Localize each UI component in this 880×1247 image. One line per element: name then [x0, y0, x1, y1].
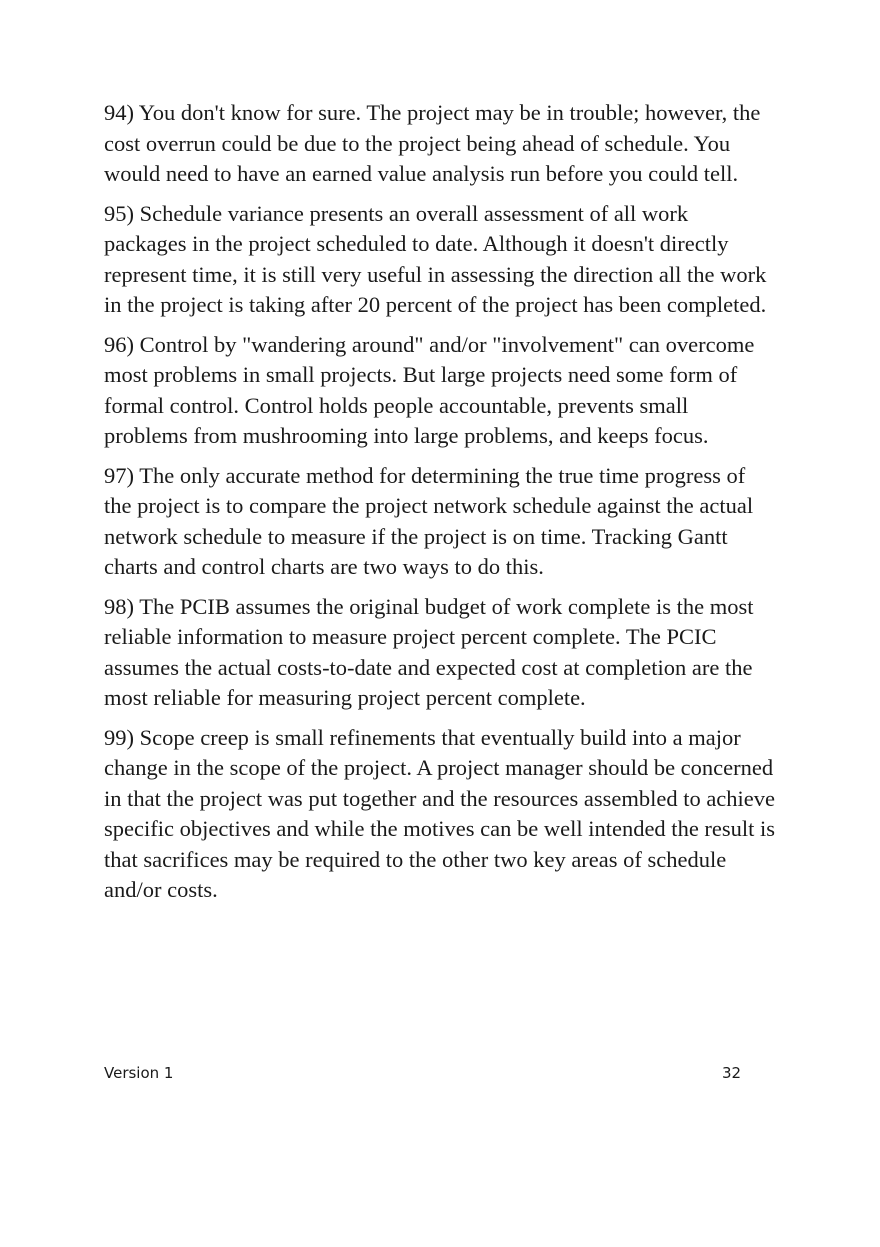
- answer-96: 96) Control by "wandering around" and/or "involvement" can overcome most problems in small projects. But large projects need some form of formal control. Control holds people accountable, prevents small problems from mushrooming into large problems, and keeps focus.: [104, 331, 755, 448]
- answer-94: 94) You don't know for sure. The project may be in trouble; however, the cost overrun could be due to the project being ahead of schedule. You would need to have an earned value analysis run before you could tell.: [104, 100, 761, 186]
- footer-version: Version 1: [104, 1064, 174, 1082]
- footer-page-number: 32: [722, 1064, 742, 1082]
- answer-list: [104, 98, 776, 915]
- answer-98: 98) The PCIB assumes the original budget of work complete is the most reliable information to measure project percent complete. The PCIC assumes the actual costs-to-date and expected cost at completion are the most reliable for measuring project percent complete.: [104, 593, 754, 710]
- answer-99: 99) Scope creep is small refinements that eventually build into a major change in the scope of the project. A project manager should be concerned in that the project was put together and the resources assembled to achieve specific objectives and while the motives can be well intended the result is that sacrifices may be required to the other two key areas of schedule and/or costs.: [104, 724, 776, 902]
- answer-97: 97) The only accurate method for determining the true time progress of the project is to compare the project network schedule against the actual network schedule to measure if the project is on time. Tracking Gantt charts and control charts are two ways to do this.: [104, 462, 754, 579]
- answer-95: 95) Schedule variance presents an overall assessment of all work packages in the project scheduled to date. Although it doesn't directly represent time, it is still very useful in assessing the direction all the work in the project is taking after 20 percent of the project has been completed.: [104, 200, 767, 317]
